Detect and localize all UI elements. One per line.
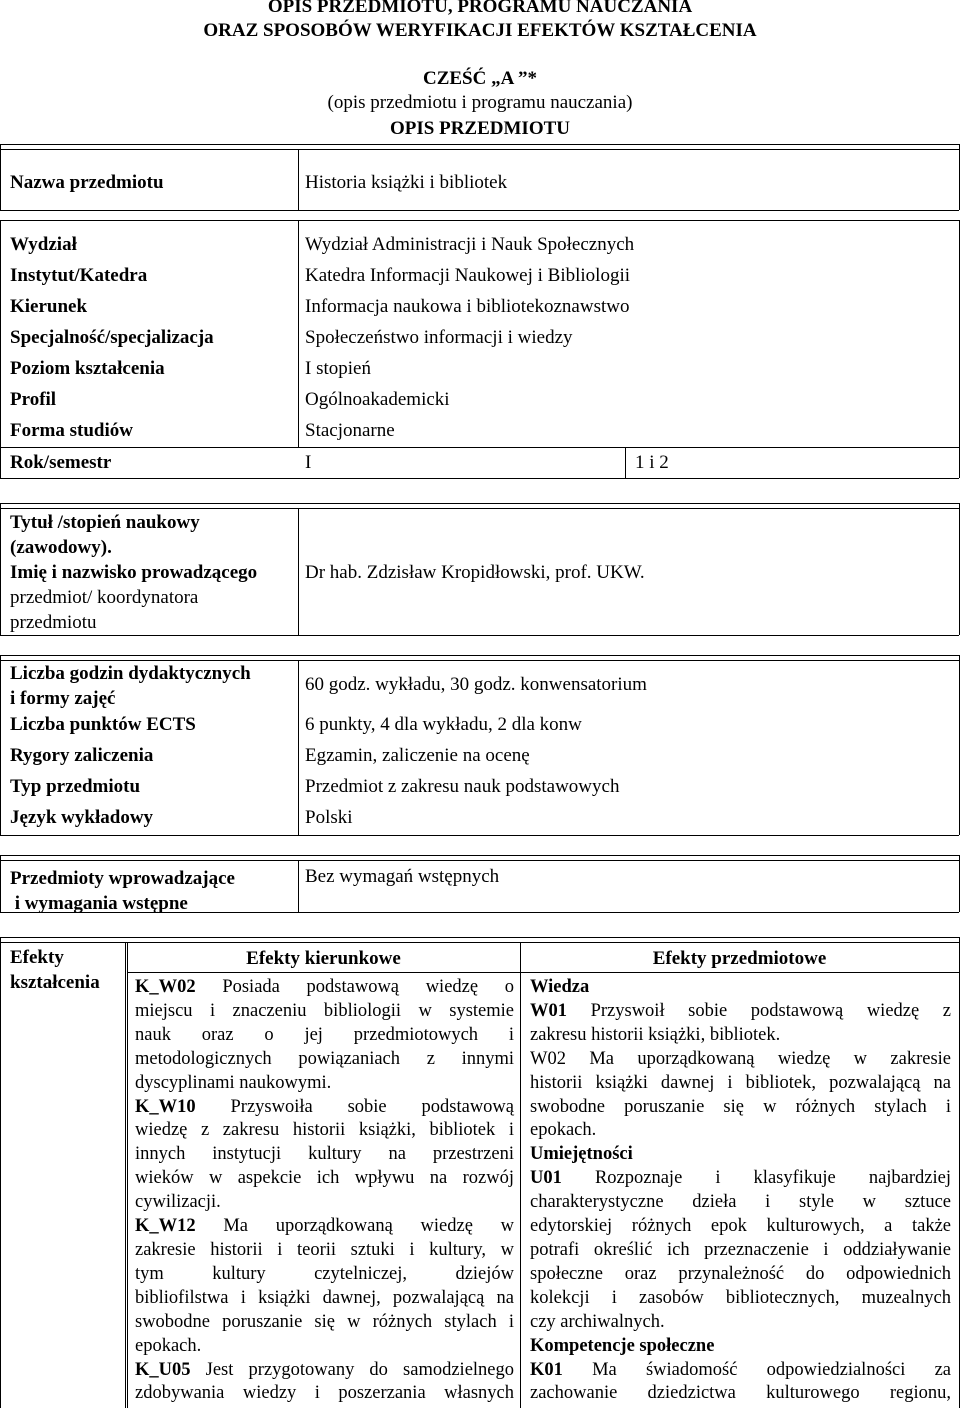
- kierunkowe-line: miejscu i znaczeniu bibliologii w systemie: [135, 1000, 514, 1021]
- kierunkowe-list: [135, 976, 514, 1406]
- przedmiotowe-line: zakresu historii książki, bibliotek.: [530, 1024, 781, 1045]
- detail-label: Typ przedmiotu: [10, 776, 141, 797]
- effect-code: W02: [530, 1048, 566, 1069]
- kierunkowe-line: K_W12 Ma uporządkowaną wiedzę w: [135, 1216, 515, 1237]
- effect-code: U01: [530, 1168, 562, 1189]
- instructor-label: Tytuł /stopień naukowy (zawodowy). Imię i nazwisko prowadzącego przedmiot/ koordynatora przedmiotu: [10, 512, 258, 633]
- hours-label: Liczba godzin dydaktycznych i formy zajęć: [10, 663, 251, 709]
- effect-code: K_W10: [135, 1096, 196, 1117]
- info-value: Ogólnoakademicki: [305, 389, 450, 410]
- info-value: Informacja naukowa i bibliotekoznawstwo: [305, 296, 630, 317]
- kierunkowe-line: dyscyplinami naukowymi.: [135, 1072, 332, 1093]
- info-label: Specjalność/specjalizacja: [10, 327, 214, 348]
- przedmiotowe-line: epokach.: [530, 1120, 597, 1141]
- przedmiotowe-line: potrafi określić ich przeznaczenie i oddziaływanie: [530, 1239, 951, 1260]
- info-label: Poziom kształcenia: [10, 358, 165, 379]
- course-name-value: Historia książki i bibliotek: [305, 172, 508, 193]
- hours-value: 60 godz. wykładu, 30 godz. konwensatorium: [305, 674, 647, 695]
- przedmiotowe-line: W01 Przyswoił sobie podstawową wiedzę z: [530, 1000, 951, 1021]
- effects-label: Efekty kształcenia: [10, 947, 100, 993]
- kierunkowe-line: zdobywania wiedzy i poszerzania własnych: [135, 1383, 514, 1404]
- info-label: Kierunek: [10, 296, 88, 317]
- effect-group-heading: Umiejętności: [530, 1144, 633, 1165]
- detail-value: Polski: [305, 807, 353, 828]
- effect-code: K_W12: [135, 1216, 196, 1237]
- przedmiotowe-line: czy archiwalnych.: [530, 1311, 665, 1332]
- przedmiotowe-line: edytorskiej różnych epok kulturowych, a także: [530, 1216, 951, 1237]
- effect-code: K_W02: [135, 977, 196, 997]
- effect-code: K_U05: [135, 1359, 191, 1380]
- info-value: Wydział Administracji i Nauk Społecznych: [305, 234, 635, 255]
- rok-value: I: [305, 452, 312, 473]
- detail-label: Język wykładowy: [10, 807, 154, 828]
- info-label: Instytut/Katedra: [10, 265, 148, 286]
- detail-value: Egzamin, zaliczenie na ocenę: [305, 745, 530, 766]
- info-value: Społeczeństwo informacji i wiedzy: [305, 327, 573, 348]
- section-title: OPIS PRZEDMIOTU: [390, 118, 570, 139]
- kierunkowe-line: K_W10 Przyswoiła sobie podstawową: [135, 1096, 514, 1117]
- przedmiotowe-line: W02 Ma uporządkowaną wiedzę w zakresie: [530, 1048, 951, 1069]
- effect-code: W01: [530, 1000, 567, 1021]
- info-label: Forma studiów: [10, 420, 133, 441]
- kierunkowe-line: wieków w aspekcie ich wpływu na rozwój: [135, 1168, 514, 1189]
- effect-code: K01: [530, 1359, 563, 1380]
- kierunkowe-line: K_U05 Jest przygotowany do samodzielnego: [135, 1359, 515, 1380]
- przedmiotowe-line: kolekcji i zasobów bibliotecznych, muzealnych: [530, 1287, 951, 1308]
- kierunkowe-line: metodologicznych powiązaniach z innymi: [135, 1048, 514, 1069]
- doc-title-line2: ORAZ SPOSOBÓW WERYFIKACJI EFEKTÓW KSZTAŁCENIA: [203, 20, 757, 41]
- info-value: Stacjonarne: [305, 420, 395, 441]
- effects-przedmiotowe-header: Efekty przedmiotowe: [652, 948, 827, 969]
- kierunkowe-line: epokach.: [135, 1335, 202, 1356]
- doc-title-line1: OPIS PRZEDMIOTU, PROGRAMU NAUCZANIA: [267, 0, 693, 17]
- przedmiotowe-line: K01 Ma świadomość odpowiedzialności za: [530, 1359, 952, 1380]
- przedmiotowe-line: zachowanie dziedzictwa kulturowego regionu,: [530, 1383, 951, 1404]
- effects-kierunkowe-header: Efekty kierunkowe: [246, 948, 401, 969]
- course-name-label: Nazwa przedmiotu: [10, 172, 164, 193]
- info-label: Wydział: [10, 234, 77, 255]
- kierunkowe-line: tym kultury czytelniczej, dziejów: [135, 1263, 514, 1284]
- kierunkowe-line: nauk oraz o jej przedmiotowych i: [135, 1024, 514, 1045]
- detail-value: Przedmiot z zakresu nauk podstawowych: [305, 776, 620, 797]
- info-label: Profil: [10, 389, 57, 410]
- detail-value: 6 punkty, 4 dla wykładu, 2 dla konw: [305, 714, 582, 735]
- info-value: I stopień: [305, 358, 371, 379]
- kierunkowe-line: cywilizacji.: [135, 1192, 221, 1213]
- przedmiotowe-line: historii książki dawnej i bibliotek, pozwalającą na: [530, 1072, 951, 1093]
- przedmiotowe-list: [530, 976, 951, 1406]
- effect-group-heading: Kompetencje społeczne: [530, 1335, 715, 1356]
- detail-label: Liczba punktów ECTS: [10, 714, 196, 735]
- kierunkowe-line: K_W02 Posiada podstawową wiedzę o: [135, 977, 514, 997]
- kierunkowe-line: wiedzę z zakresu historii książki, bibliotek i: [135, 1120, 514, 1141]
- semestr-value: 1 i 2: [635, 452, 669, 473]
- prereq-value: Bez wymagań wstępnych: [305, 866, 500, 887]
- instructor-value: Dr hab. Zdzisław Kropidłowski, prof. UKW.: [305, 562, 645, 583]
- przedmiotowe-line: U01 Rozpoznaje i klasyfikuje najbardziej: [530, 1168, 952, 1189]
- rok-semestr-label: Rok/semestr: [10, 452, 112, 473]
- przedmiotowe-line: charakterystyczne dzieła i style w sztuce: [530, 1192, 951, 1213]
- kierunkowe-line: zakresie historii i teorii sztuki i kultury, w: [135, 1239, 514, 1260]
- info-value: Katedra Informacji Naukowej i Bibliologii: [305, 265, 631, 286]
- przedmiotowe-line: społeczne oraz przynależność do odpowiednich: [530, 1263, 951, 1284]
- effect-group-heading: Wiedza: [530, 977, 590, 997]
- przedmiotowe-line: swobodne poruszanie się w różnych stylach i: [530, 1096, 951, 1117]
- prereq-label: Przedmioty wprowadzające i wymagania wstępne: [10, 868, 235, 914]
- detail-label: Rygory zaliczenia: [10, 745, 154, 766]
- part-subtitle: (opis przedmiotu i programu nauczania): [327, 92, 633, 113]
- kierunkowe-line: bibliofilstwa i książki dawnej, pozwalającą na: [135, 1287, 514, 1308]
- kierunkowe-line: innych instytucji kultury na przestrzeni: [135, 1144, 514, 1165]
- kierunkowe-line: swobodne poruszanie się w różnych stylach i: [135, 1311, 514, 1332]
- part-title: CZEŚĆ „A ”*: [422, 68, 538, 89]
